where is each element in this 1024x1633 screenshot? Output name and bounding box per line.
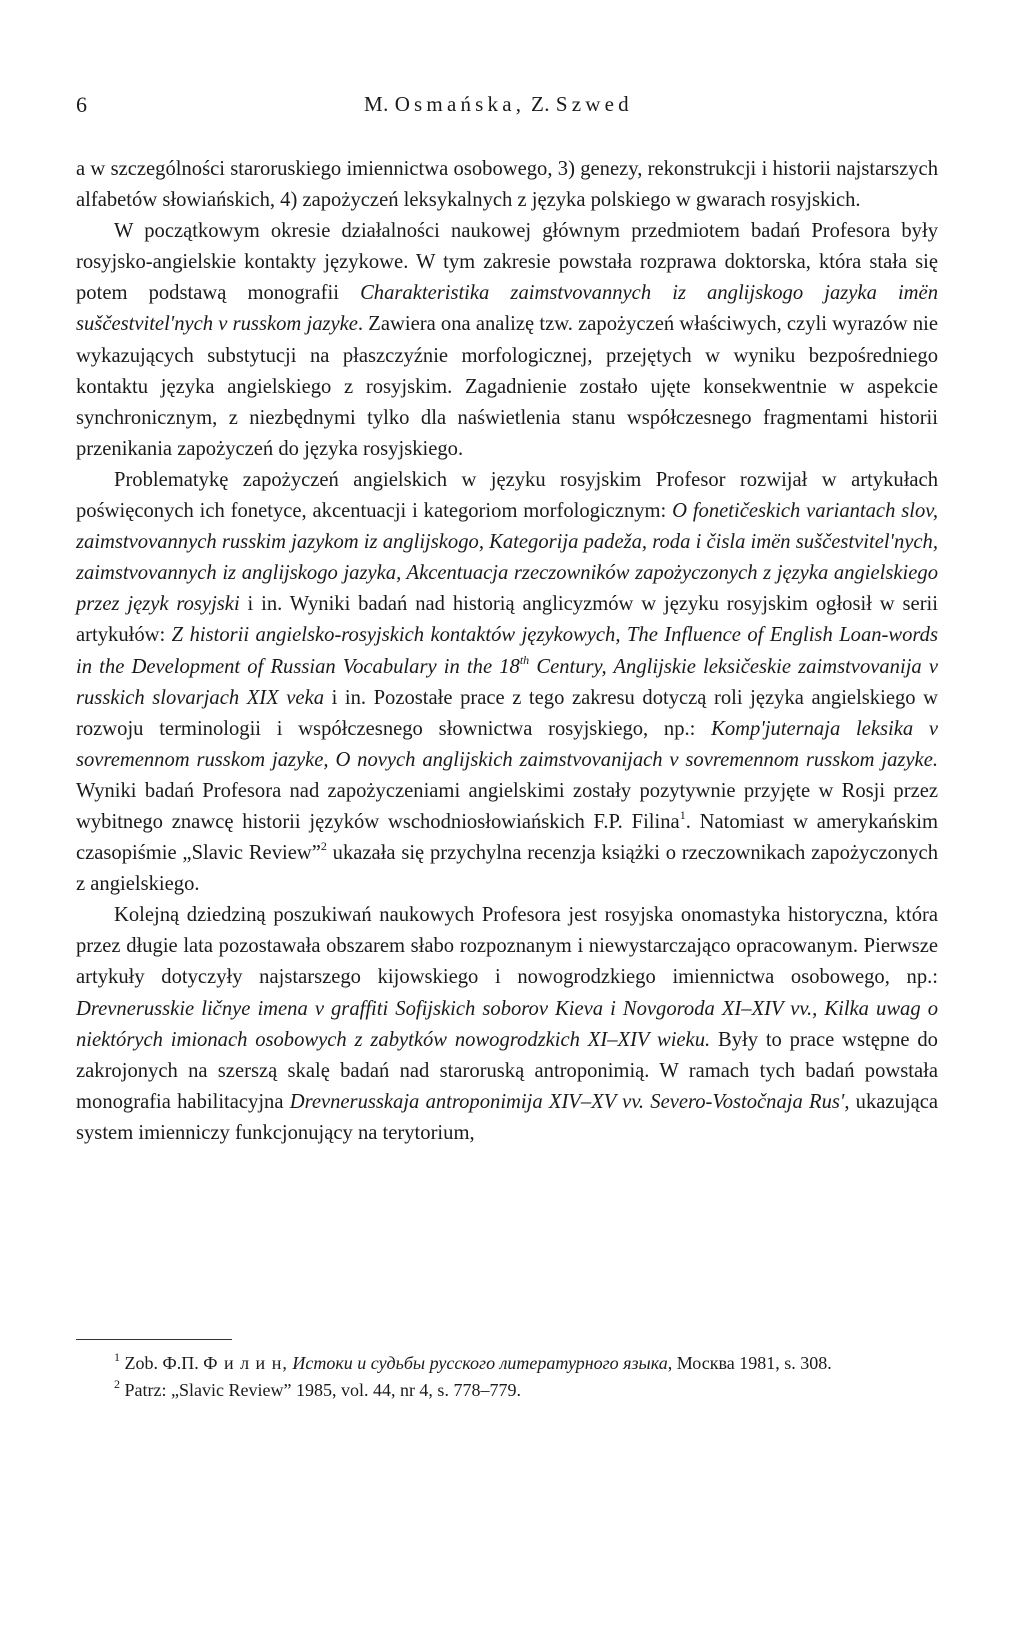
italic-title: Charakteristika zaimstvovannych iz anglijskogo jazyka imën suščestvitel'nych v russkom jazyke — [76, 282, 938, 336]
italic-title: Century, Anglijskie leksičeskie zaimstvovanija v russkich slovarjach XIX veka — [76, 655, 939, 709]
italic-title: Drevnerusskaja antroponimija XIV–XV vv. Severo-Vostočnaja Rus' — [289, 1090, 845, 1113]
footnote-separator — [76, 1339, 232, 1340]
italic-title: Drevnerusskie ličnye imena v graffiti Sofijskich soborov Kieva i Novgoroda XI–XIV vv., Kilka uwag o niektórych imionach osobowych z zabytków nowogrodzkich XI–XIV wieku. — [76, 997, 938, 1051]
paragraph — [76, 465, 938, 900]
footnotes — [76, 1350, 938, 1404]
footnote-text: , Москва 1981, s. 308. — [667, 1353, 832, 1373]
italic-title: Komp'juternaja leksika v sovremennom russkom jazyke, O novych anglijskich zaimstvovanijach v sovremennom russkom jazyke. — [76, 717, 939, 771]
text-run: i in. Pozostałe prace z tego zakresu dotyczą roli języka angielskiego w rozwoju terminologii i współczesnego słownictwa rosyjskiego, np.: — [76, 686, 938, 740]
page-header — [76, 92, 938, 124]
text-run: . Natomiast w amerykańskim czasopiśmie „Slavic Review” — [76, 810, 938, 865]
paragraph — [76, 154, 938, 216]
page-number: 6 — [76, 92, 87, 117]
footnote-text: Patrz: „Slavic Review” 1985, vol. 44, nr 4, s. 778–779. — [124, 1380, 521, 1400]
author-initial: Z. — [530, 92, 551, 116]
superscript: th — [519, 652, 530, 667]
footnote-author: Ф и л и н, — [203, 1353, 288, 1373]
author-surname: Osmańska, — [394, 92, 526, 116]
footnote-mark: 2 — [114, 1377, 120, 1391]
text-run: Kolejną dziedziną poszukiwań naukowych Profesora jest rosyjska onomastyka historyczna, która przez długie lata pozostawała obszarem słabo rozpoznanym i niewystarczająco opracowanym. Pierwsze artykuły dotyczyły najstarszego kijowskiego i nowogrodzkiego imiennictwa osobowego, np.: — [76, 904, 938, 989]
text-run: ukazała się przychylna recenzja książki o rzeczownikach zapożyczonych z angielskiego. — [76, 842, 938, 896]
text-run: , ukazująca system imienniczy funkcjonujący na terytorium, — [76, 1090, 938, 1144]
text-run: i in. Wyniki badań nad historią anglicyzmów w języku rosyjskim ogłosił w serii artykułów: — [76, 593, 938, 647]
text-run: W początkowym okresie działalności naukowej głównym przedmiotem badań Profesora były rosyjsko-angielskie kontakty językowe. W tym zakresie powstała rozprawa doktorska, która stała się potem podstawą monografii — [76, 220, 938, 305]
italic-title: O fonetičeskich variantach slov, zaimstvovannych russkim jazykom iz anglijskogo, Kategorija padeža, roda i čisla imën suščestvitel'nych, zaimstvovannych iz anglijskogo jazyka, Akcentuacja rzeczowników zapożyczonych z języka angielskiego przez język rosyjski — [76, 500, 938, 616]
paragraph — [76, 216, 938, 465]
italic-title: Z historii angielsko-rosyjskich kontaktów językowych, The Influence of English Loan-words in the Development of Russian Vocabulary in the 18 — [76, 624, 938, 678]
body-text — [76, 154, 938, 1149]
author-surname: Szwed — [555, 92, 633, 116]
superscript: 2 — [320, 839, 327, 854]
text-run: a w szczególności staroruskiego imiennictwa osobowego, 3) genezy, rekonstrukcji i historii najstarszych alfabetów słowiańskich, 4) zapożyczeń leksykalnych z języka polskiego w gwarach rosyjskich. — [76, 158, 938, 212]
text-run: . Zawiera ona analizę tzw. zapożyczeń właściwych, czyli wyrazów nie wykazujących substytucji na płaszczyźnie morfologicznej, przejętych w wyniku bezpośredniego kontaktu języka angielskiego z rosyjskim. Zagadnienie zostało ujęte konsekwentnie w aspekcie synchronicznym, z niezbędnymi tylko dla naświetlenia stanu współczesnego fragmentami historii przenikania zapożyczeń do języka rosyjskiego. — [76, 313, 938, 460]
footnote — [76, 1377, 938, 1404]
footnote-title: Истоки и судьбы русского литературного языка — [292, 1353, 668, 1373]
text-run: Wyniki badań Profesora nad zapożyczeniami angielskimi zostały pozytywnie przyjęte w Rosji przez wybitnego znawcę historii języków wschodniosłowiańskich F.P. Filina — [76, 779, 938, 833]
superscript: 1 — [679, 807, 686, 822]
footnote-text: Zob. Ф.П. — [124, 1353, 204, 1373]
footnote-mark: 1 — [114, 1350, 120, 1364]
running-title — [364, 92, 633, 117]
author-initial: M. — [364, 92, 389, 116]
text-run: Problematykę zapożyczeń angielskich w języku rosyjskim Profesor rozwijał w artykułach poświęconych ich fonetyce, akcentuacji i kategoriom morfologicznym: — [76, 468, 938, 523]
footnote — [76, 1350, 938, 1377]
text-run: Były to prace wstępne do zakrojonych na szerszą skalę badań nad staroruską antroponimią. W ramach tych badań powstała monografia habilitacyjna — [76, 1028, 938, 1113]
paragraph — [76, 900, 938, 1149]
